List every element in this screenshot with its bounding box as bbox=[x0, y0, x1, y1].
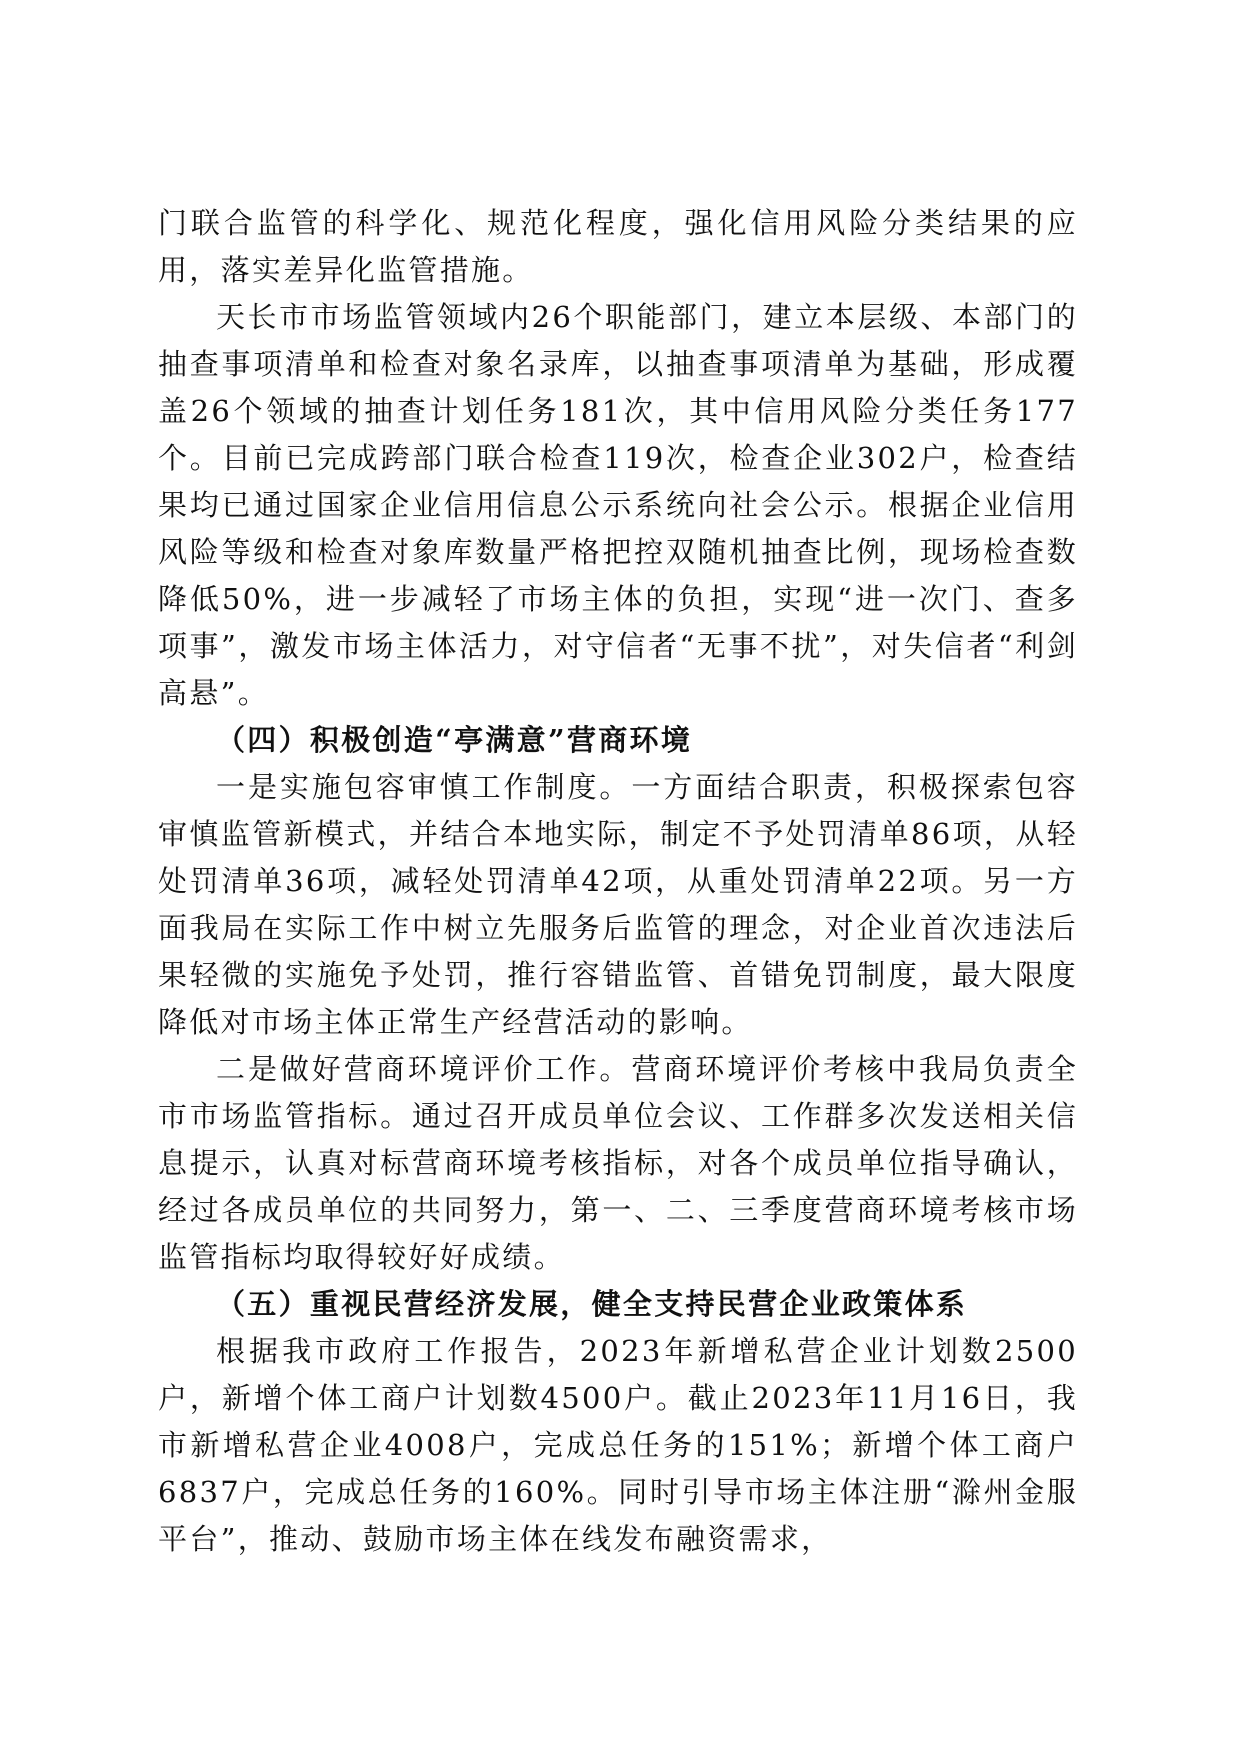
paragraph-tolerant-regulation: 一是实施包容审慎工作制度。一方面结合职责，积极探索包容审慎监管新模式，并结合本地实际，制定不予处罚清单86项，从轻处罚清单36项，减轻处罚清单42项，从重处罚清单22项。另一方面我局在实际工作中树立先服务后监管的理念，对企业首次违法后果轻微的实施免予处罚，推行容错监管、首错免罚制度，最大限度降低对市场主体正常生产经营活动的影响。 bbox=[158, 770, 1078, 1039]
paragraph-continuation: 门联合监管的科学化、规范化程度，强化信用风险分类结果的应用，落实差异化监管措施。 bbox=[158, 206, 1078, 287]
paragraph-inspection-stats: 天长市市场监管领域内26个职能部门，建立本层级、本部门的抽查事项清单和检查对象名录库，以抽查事项清单为基础，形成覆盖26个领域的抽查计划任务181次，其中信用风险分类任务177个。目前已完成跨部门联合检查119次，检查企业302户，检查结果均已通过国家企业信用信息公示系统向社会公示。根据企业信用风险等级和检查对象库数量严格把控双随机抽查比例，现场检查数降低50%，进一步减轻了市场主体的负担，实现“进一次门、查多项事”，激发市场主体活力，对守信者“无事不扰”，对失信者“利剑高悬”。 bbox=[158, 300, 1078, 710]
section-heading-4: （四）积极创造“亭满意”营商环境 bbox=[216, 723, 693, 757]
section-heading-5: （五）重视民营经济发展，健全支持民营企业政策体系 bbox=[216, 1287, 968, 1321]
paragraph-business-evaluation: 二是做好营商环境评价工作。营商环境评价考核中我局负责全市市场监管指标。通过召开成员单位会议、工作群多次发送相关信息提示，认真对标营商环境考核指标，对各个成员单位指导确认，经过各成员单位的共同努力，第一、二、三季度营商环境考核市场监管指标均取得较好好成绩。 bbox=[158, 1052, 1078, 1274]
document-page bbox=[158, 200, 1078, 1563]
paragraph-private-economy: 根据我市政府工作报告，2023年新增私营企业计划数2500户，新增个体工商户计划数4500户。截止2023年11月16日，我市新增私营企业4008户，完成总任务的151%；新增个体工商户6837户，完成总任务的160%。同时引导市场主体注册“滁州金服平台”，推动、鼓励市场主体在线发布融资需求， bbox=[158, 1334, 1078, 1556]
